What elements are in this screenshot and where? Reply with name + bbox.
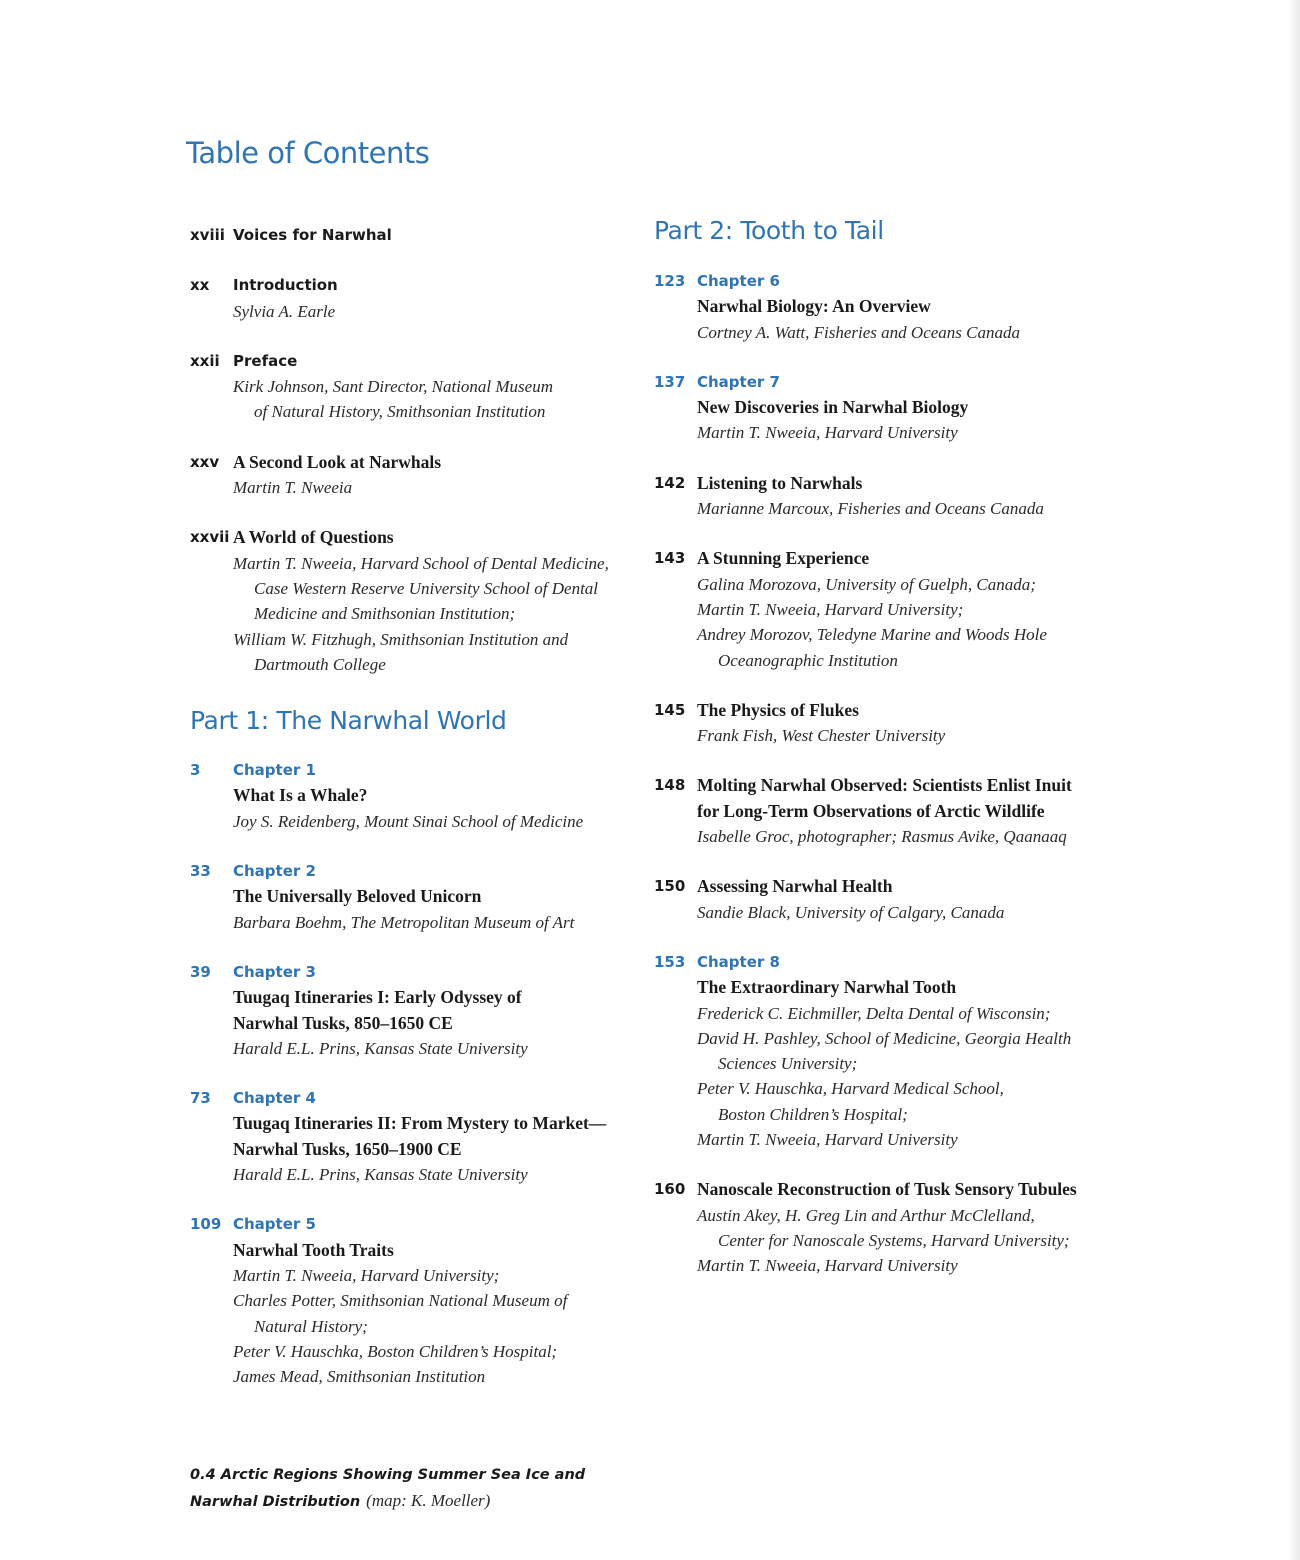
- entry-author: Martin T. Nweeia, Harvard University;: [233, 1265, 500, 1285]
- entry-title: Tuugaq Itineraries I: Early Odyssey of: [233, 987, 522, 1008]
- entry-author: Sylvia A. Earle: [233, 301, 336, 321]
- entry-title: A Stunning Experience: [697, 548, 870, 569]
- entry-body: [233, 273, 640, 324]
- caption-credit: (map: K. Moeller): [366, 1491, 491, 1511]
- entry-title: Tuugaq Itineraries II: From Mystery to Market—: [233, 1113, 607, 1134]
- entry-title: Introduction: [233, 276, 338, 295]
- entry-title: The Universally Beloved Unicorn: [233, 886, 482, 907]
- entry-author: Frederick C. Eichmiller, Delta Dental of Wisconsin;: [697, 1003, 1051, 1023]
- entry-author: Barbara Boehm, The Metropolitan Museum of Art: [233, 912, 575, 932]
- entry-body: [233, 758, 640, 834]
- entry-title: for Long-Term Observations of Arctic Wildlife: [697, 800, 1045, 821]
- entry-author: Case Western Reserve University School of Dental: [254, 578, 599, 598]
- entry-author: Frank Fish, West Chester University: [697, 726, 946, 746]
- part-heading: Part 2: Tooth to Tail: [654, 216, 884, 245]
- entry-title: Molting Narwhal Observed: Scientists Enlist Inuit: [697, 775, 1072, 796]
- page-number: 153: [654, 952, 686, 971]
- toc-entry[interactable]: [654, 950, 1094, 1152]
- page-title: Table of Contents: [186, 136, 430, 170]
- part-heading: Part 1: The Narwhal World: [190, 706, 507, 736]
- page-number: 33: [190, 862, 211, 881]
- entry-title: What Is a Whale?: [233, 785, 368, 806]
- chapter-label: Chapter 6: [697, 272, 780, 290]
- entry-title: Narwhal Tusks, 1650–1900 CE: [233, 1138, 462, 1159]
- entry-author: Boston Children’s Hospital;: [718, 1104, 908, 1124]
- entry-author: Austin Akey, H. Greg Lin and Arthur McClelland,: [697, 1205, 1035, 1225]
- entry-body: [697, 950, 1094, 1152]
- page-number: xxv: [190, 452, 220, 471]
- entry-author: Peter V. Hauschka, Boston Children’s Hospital;: [233, 1341, 558, 1361]
- entry-title: A Second Look at Narwhals: [233, 451, 442, 472]
- toc-entry[interactable]: [654, 773, 1094, 849]
- toc-entry[interactable]: [654, 546, 1094, 672]
- chapter-label: Chapter 3: [233, 962, 316, 981]
- entry-author: Isabelle Groc, photographer; Rasmus Avike, Qaanaaq: [697, 827, 1067, 847]
- entry-body: [697, 370, 1094, 446]
- entry-body: [697, 269, 1094, 345]
- page-number: 142: [654, 473, 686, 492]
- entry-title: The Extraordinary Narwhal Tooth: [697, 977, 957, 998]
- toc-entry[interactable]: [654, 1177, 1094, 1278]
- left-column: [190, 223, 640, 1414]
- toc-entry[interactable]: [190, 273, 640, 324]
- entry-body: [233, 960, 640, 1061]
- page-number: 3: [190, 761, 201, 780]
- page-number: 150: [654, 877, 686, 896]
- caption-line: [190, 1488, 650, 1515]
- entry-author: William W. Fitzhugh, Smithsonian Institution and: [233, 629, 569, 649]
- page-number: xviii: [190, 226, 225, 244]
- page-number: 143: [654, 549, 686, 568]
- entry-title: Narwhal Tusks, 850–1650 CE: [233, 1012, 453, 1033]
- chapter-label: Chapter 7: [697, 372, 780, 391]
- caption-title: 0.4 Arctic Regions Showing Summer Sea Ice and: [190, 1467, 586, 1483]
- page-number: 123: [654, 272, 686, 290]
- entry-author: Cortney A. Watt, Fisheries and Oceans Canada: [697, 322, 1020, 342]
- entry-author: Joy S. Reidenberg, Mount Sinai School of Medicine: [233, 811, 584, 831]
- toc-entry[interactable]: [190, 859, 640, 935]
- chapter-label: Chapter 4: [233, 1089, 316, 1108]
- entry-body: [233, 859, 640, 935]
- entry-body: [233, 223, 640, 248]
- entry-author: Martin T. Nweeia: [233, 478, 353, 498]
- entry-author: Andrey Morozov, Teledyne Marine and Woods Hole: [697, 625, 1047, 645]
- page-number: 137: [654, 372, 686, 391]
- page-number: 109: [190, 1215, 222, 1234]
- entry-author: Harald E.L. Prins, Kansas State University: [233, 1165, 528, 1185]
- toc-entry[interactable]: [654, 874, 1094, 925]
- toc-entry[interactable]: [190, 450, 640, 501]
- toc-entry[interactable]: [190, 349, 640, 425]
- page-number: xx: [190, 276, 210, 295]
- entry-body: [697, 874, 1094, 925]
- caption-title: Narwhal Distribution: [190, 1494, 361, 1511]
- entry-author: Dartmouth College: [254, 654, 386, 674]
- toc-entry[interactable]: [190, 223, 640, 248]
- entry-body: [697, 698, 1094, 749]
- entry-title: Assessing Narwhal Health: [697, 876, 893, 897]
- entry-title: Nanoscale Reconstruction of Tusk Sensory Tubules: [697, 1179, 1077, 1200]
- entry-body: [233, 450, 640, 501]
- page-number: 148: [654, 776, 686, 795]
- entry-author: Peter V. Hauschka, Harvard Medical School,: [697, 1079, 1004, 1099]
- page-number: 160: [654, 1180, 686, 1199]
- entry-author: Martin T. Nweeia, Harvard School of Dental Medicine,: [233, 553, 609, 573]
- entry-title: Narwhal Biology: An Overview: [697, 296, 931, 317]
- entry-author: Charles Potter, Smithsonian National Museum of: [233, 1291, 568, 1311]
- entry-author: Martin T. Nweeia, Harvard University: [697, 1256, 958, 1276]
- entry-title: Listening to Narwhals: [697, 472, 863, 493]
- entry-author: Natural History;: [254, 1316, 368, 1336]
- entry-title: Voices for Narwhal: [233, 226, 392, 244]
- entry-author: Harald E.L. Prins, Kansas State University: [233, 1038, 528, 1058]
- entry-author: James Mead, Smithsonian Institution: [233, 1367, 486, 1387]
- entry-body: [697, 546, 1094, 672]
- entry-author: Oceanographic Institution: [718, 650, 898, 670]
- chapter-label: Chapter 8: [697, 952, 780, 971]
- page-edge-shadow: [1288, 0, 1300, 1560]
- entry-author: Martin T. Nweeia, Harvard University: [697, 423, 958, 443]
- page-number: xxvii: [190, 528, 230, 547]
- caption-line: [190, 1462, 650, 1488]
- toc-entry[interactable]: [190, 1212, 640, 1389]
- chapter-label: Chapter 2: [233, 862, 316, 881]
- entry-title: Preface: [233, 351, 298, 370]
- entry-author: David H. Pashley, School of Medicine, Georgia Health: [697, 1028, 1072, 1048]
- entry-body: [233, 349, 640, 425]
- entry-author: Marianne Marcoux, Fisheries and Oceans Canada: [697, 499, 1044, 519]
- entry-author: Martin T. Nweeia, Harvard University;: [697, 599, 964, 619]
- entry-title: Narwhal Tooth Traits: [233, 1239, 394, 1260]
- chapter-label: Chapter 5: [233, 1215, 316, 1234]
- entry-author: Center for Nanoscale Systems, Harvard University;: [718, 1230, 1070, 1250]
- toc-entry[interactable]: [654, 471, 1094, 522]
- entry-author: Sciences University;: [718, 1054, 858, 1074]
- entry-author: Galina Morozova, University of Guelph, Canada;: [697, 574, 1036, 594]
- entry-body: [233, 1086, 640, 1187]
- toc-entry[interactable]: [654, 370, 1094, 446]
- entry-author: of Natural History, Smithsonian Institution: [254, 402, 546, 422]
- entry-body: [697, 471, 1094, 522]
- toc-entry[interactable]: [190, 960, 640, 1061]
- entry-title: New Discoveries in Narwhal Biology: [697, 397, 969, 418]
- toc-entry[interactable]: [190, 758, 640, 834]
- entry-body: [233, 1212, 640, 1389]
- entry-body: [697, 773, 1094, 849]
- entry-author: Sandie Black, University of Calgary, Canada: [697, 902, 1005, 922]
- page-number: 73: [190, 1089, 211, 1108]
- toc-entry[interactable]: [190, 1086, 640, 1187]
- entry-title: The Physics of Flukes: [697, 699, 859, 720]
- page-number: xxii: [190, 351, 220, 370]
- figure-caption: [190, 1462, 650, 1516]
- entry-author: Kirk Johnson, Sant Director, National Museum: [233, 377, 553, 397]
- right-column: [654, 214, 1094, 1304]
- entry-title: A World of Questions: [233, 527, 394, 548]
- toc-entry[interactable]: [190, 525, 640, 677]
- entry-body: [697, 1177, 1094, 1278]
- toc-entry[interactable]: [654, 698, 1094, 749]
- toc-entry[interactable]: [654, 269, 1094, 345]
- chapter-label: Chapter 1: [233, 761, 316, 780]
- entry-author: Medicine and Smithsonian Institution;: [254, 604, 516, 624]
- entry-author: Martin T. Nweeia, Harvard University: [697, 1130, 958, 1150]
- page-number: 145: [654, 700, 686, 719]
- entry-body: [233, 525, 640, 677]
- page-number: 39: [190, 962, 211, 981]
